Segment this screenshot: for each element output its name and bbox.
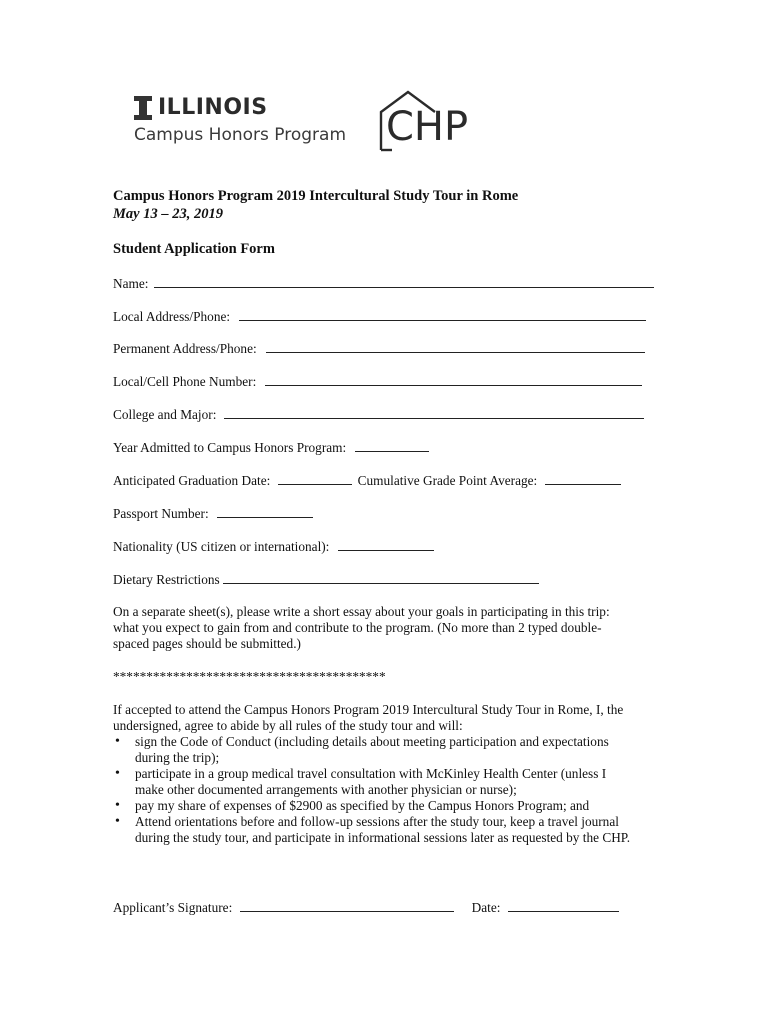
list-item: • sign the Code of Conduct (including details about meeting participation and expectations during the trip); bbox=[113, 734, 630, 766]
college-major-line[interactable] bbox=[224, 406, 644, 419]
passport-label: Passport Number: bbox=[113, 506, 209, 521]
college-major-label: College and Major: bbox=[113, 407, 217, 422]
grad-gpa-field bbox=[113, 472, 621, 489]
date-line[interactable] bbox=[508, 899, 619, 912]
illinois-wordmark: ILLINOIS bbox=[158, 95, 268, 120]
college-major-field bbox=[113, 406, 644, 423]
name-field bbox=[113, 275, 654, 292]
local-address-label: Local Address/Phone: bbox=[113, 309, 231, 324]
passport-line[interactable] bbox=[217, 505, 313, 518]
list-item: • pay my share of expenses of $2900 as specified by the Campus Honors Program; and bbox=[113, 798, 630, 814]
name-line[interactable] bbox=[154, 275, 654, 288]
name-label: Name: bbox=[113, 276, 149, 291]
essay-line-1: On a separate sheet(s), please write a short essay about your goals in participating in this trip: bbox=[113, 604, 610, 619]
permanent-address-label: Permanent Address/Phone: bbox=[113, 341, 257, 356]
applicant-signature-line[interactable] bbox=[240, 899, 454, 912]
cell-phone-label: Local/Cell Phone Number: bbox=[113, 374, 257, 389]
gpa-label: Cumulative Grade Point Average: bbox=[357, 473, 538, 488]
tour-title: Campus Honors Program 2019 Intercultural Study Tour in Rome bbox=[113, 188, 519, 204]
permanent-address-field bbox=[113, 340, 645, 357]
date-label: Date: bbox=[471, 900, 501, 915]
nationality-field bbox=[113, 538, 434, 555]
list-item: • Attend orientations before and follow-up sessions after the study tour, keep a travel journal during the study tour, and participate in informational sessions later as requested by the CHP. bbox=[113, 814, 630, 846]
agreement-bullet-list bbox=[113, 734, 630, 846]
illinois-logo bbox=[134, 95, 347, 152]
chp-logo bbox=[378, 90, 488, 154]
dietary-field bbox=[113, 571, 539, 588]
agreement-line-1: If accepted to attend the Campus Honors Program 2019 Intercultural Study Tour in Rome, I, the bbox=[113, 702, 624, 717]
asterisk-divider: ***************************************** bbox=[113, 669, 386, 684]
year-admitted-field bbox=[113, 439, 429, 456]
chp-wordmark: CHP bbox=[386, 104, 469, 150]
dietary-line[interactable] bbox=[223, 571, 539, 584]
dietary-label: Dietary Restrictions bbox=[113, 572, 220, 587]
grad-date-line[interactable] bbox=[278, 472, 352, 485]
agreement-line-2: undersigned, agree to abide by all rules of the study tour and will: bbox=[113, 718, 463, 733]
applicant-signature-label: Applicant’s Signature: bbox=[113, 900, 233, 915]
illinois-block-i-icon bbox=[134, 96, 152, 120]
tour-dates: May 13 – 23, 2019 bbox=[113, 206, 223, 222]
gpa-line[interactable] bbox=[545, 472, 621, 485]
list-item: • participate in a group medical travel consultation with McKinley Health Center (unless I make other documented arrangements with another physician or nurse); bbox=[113, 766, 630, 798]
local-address-field bbox=[113, 308, 646, 325]
cell-phone-field bbox=[113, 373, 642, 390]
illinois-subtitle: Campus Honors Program bbox=[134, 125, 347, 145]
year-admitted-line[interactable] bbox=[355, 439, 429, 452]
nationality-line[interactable] bbox=[338, 538, 434, 551]
essay-line-3: spaced pages should be submitted.) bbox=[113, 636, 301, 651]
signature-row bbox=[113, 899, 619, 916]
form-title: Student Application Form bbox=[113, 241, 275, 257]
passport-field bbox=[113, 505, 313, 522]
local-address-line[interactable] bbox=[239, 308, 646, 321]
grad-date-label: Anticipated Graduation Date: bbox=[113, 473, 271, 488]
year-admitted-label: Year Admitted to Campus Honors Program: bbox=[113, 440, 347, 455]
essay-line-2: what you expect to gain from and contribute to the program. (No more than 2 typed double- bbox=[113, 620, 602, 635]
cell-phone-line[interactable] bbox=[265, 373, 642, 386]
permanent-address-line[interactable] bbox=[266, 340, 645, 353]
nationality-label: Nationality (US citizen or international): bbox=[113, 539, 330, 554]
